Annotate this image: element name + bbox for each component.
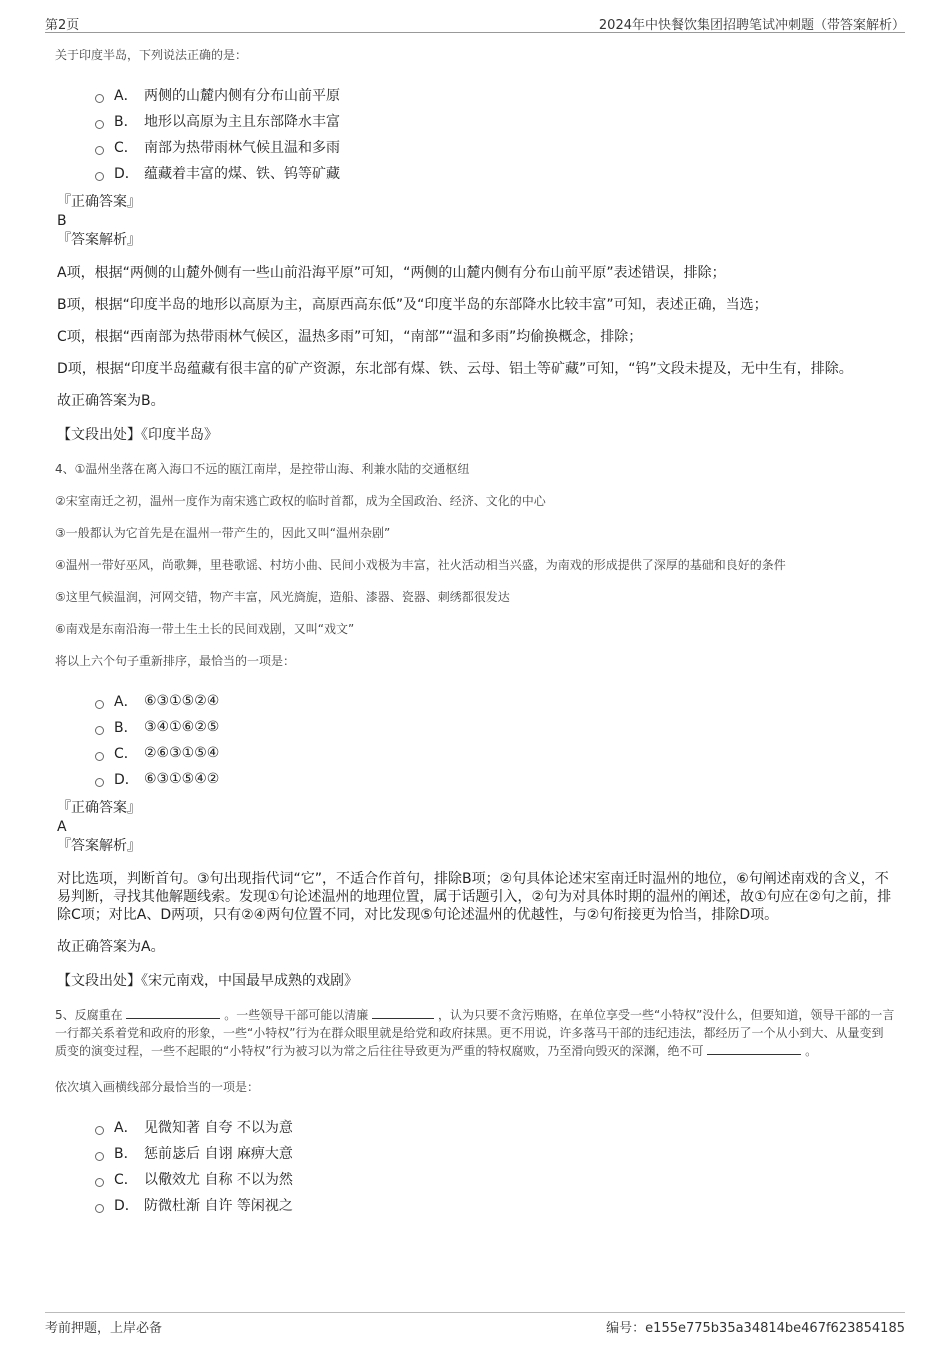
options-list xyxy=(95,1114,895,1218)
radio-icon[interactable] xyxy=(95,120,104,129)
radio-icon[interactable] xyxy=(95,700,104,709)
option-d[interactable]: D． ⑥③①⑤④② xyxy=(95,766,895,792)
options-list xyxy=(95,82,895,186)
page-footer xyxy=(45,1312,905,1335)
document-id: 编号：e155e775b35a34814be467f623854185 xyxy=(606,1321,905,1336)
radio-icon[interactable] xyxy=(95,1178,104,1187)
question-3 xyxy=(55,46,895,444)
page-header xyxy=(45,12,905,33)
question-5 xyxy=(55,1006,895,1218)
radio-icon[interactable] xyxy=(95,1152,104,1161)
radio-icon[interactable] xyxy=(95,1126,104,1135)
radio-icon[interactable] xyxy=(95,778,104,787)
option-a[interactable]: A． ⑥③①⑤②④ xyxy=(95,688,895,714)
sentence-line: ⑥南戏是东南沿海一带土生土长的民间戏剧，又叫“戏文” xyxy=(55,622,355,636)
analysis-label: 『答案解析』 xyxy=(57,838,141,854)
source-citation: 【文段出处】《印度半岛》 xyxy=(57,427,218,443)
options-list xyxy=(95,688,895,792)
fill-blank-2[interactable] xyxy=(372,1006,434,1019)
option-b[interactable]: B． 地形以高原为主且东部降水丰富 xyxy=(95,108,895,134)
fill-blank-1[interactable] xyxy=(126,1006,220,1019)
analysis-paragraph: D项，根据“印度半岛蕴藏有很丰富的矿产资源，东北部有煤、铁、云母、铝土等矿藏”可知，“钨”文段未提及，无中生有，排除。 xyxy=(57,361,853,377)
analysis-conclusion: 故正确答案为A。 xyxy=(57,939,165,955)
document-body xyxy=(55,46,895,1224)
analysis-paragraph: C项，根据“西南部为热带雨林气候区，温热多雨”可知，“南部”“温和多雨”均偷换概念，排除； xyxy=(57,329,643,345)
source-citation: 【文段出处】《宋元南戏，中国最早成熟的戏剧》 xyxy=(57,973,358,989)
fill-blank-3[interactable] xyxy=(707,1042,801,1055)
footer-slogan: 考前押题，上岸必备 xyxy=(45,1321,163,1336)
question-4 xyxy=(55,460,895,990)
option-c[interactable]: C． ②⑥③①⑤④ xyxy=(95,740,895,766)
question-stem: 5、反腐重在 。一些领导干部可能以清廉 ，认为只要不贪污贿赂，在单位享受一些“小特权”没什么，但要知道，领导干部的一言一行都关系着党和政府的形象，一些“小特权”行为在群众眼里就是给党和政府抹黑。更不用说，许多落马干部的违纪违法，都经历了一个从小到大、从量变到质变的演变过程，一些不起眼的“小特权”行为被习以为常之后往往导致更为严重的特权腐败，乃至滑向毁灭的深渊，绝不可 。 xyxy=(55,1008,895,1058)
option-d[interactable]: D． 蕴藏着丰富的煤、铁、钨等矿藏 xyxy=(95,160,895,186)
option-b[interactable]: B． 惩前毖后 自诩 麻痹大意 xyxy=(95,1140,895,1166)
answer-label: 『正确答案』 xyxy=(57,800,141,816)
page-number: 第2页 xyxy=(45,18,80,33)
sentence-line: ⑤这里气候温润，河网交错，物产丰富，风光旖旎，造船、漆器、瓷器、刺绣都很发达 xyxy=(55,590,510,604)
analysis-conclusion: 故正确答案为B。 xyxy=(57,393,165,409)
answer-value: A xyxy=(57,819,67,835)
radio-icon[interactable] xyxy=(95,146,104,155)
radio-icon[interactable] xyxy=(95,172,104,181)
radio-icon[interactable] xyxy=(95,1204,104,1213)
radio-icon[interactable] xyxy=(95,752,104,761)
sentence-line: ②宋室南迁之初，温州一度作为南宋逃亡政权的临时首都，成为全国政治、经济、文化的中心 xyxy=(55,494,546,508)
answer-label: 『正确答案』 xyxy=(57,194,141,210)
option-a[interactable]: A． 见微知著 自夸 不以为意 xyxy=(95,1114,895,1140)
answer-value: B xyxy=(57,213,67,229)
analysis-paragraph: A项，根据“两侧的山麓外侧有一些山前沿海平原”可知，“两侧的山麓内侧有分布山前平原”表述错误，排除； xyxy=(57,265,726,281)
option-a[interactable]: A． 两侧的山麓内侧有分布山前平原 xyxy=(95,82,895,108)
radio-icon[interactable] xyxy=(95,94,104,103)
option-c[interactable]: C． 南部为热带雨林气候且温和多雨 xyxy=(95,134,895,160)
sentence-line: 4、①温州坐落在离入海口不远的瓯江南岸，是控带山海、利兼水陆的交通枢纽 xyxy=(55,462,470,476)
sentence-line: ③一般都认为它首先是在温州一带产生的，因此又叫“温州杂剧” xyxy=(55,526,391,540)
analysis-paragraph: 对比选项，判断首句。③句出现指代词“它”，不适合作首句，排除B项；②句具体论述宋室南迁时温州的地位，⑥句阐述南戏的含义，不易判断，寻找其他解题线索。发现①句论述温州的地理位置，属于话题引入，②句为对具体时期的温州的阐述，故①句应在②句之前，排除C项；对比A、D两项，只有②④两句位置不同，对比发现⑤句论述温州的优越性，与②句衔接更为恰当，排除D项。 xyxy=(57,871,892,923)
option-d[interactable]: D． 防微杜渐 自许 等闲视之 xyxy=(95,1192,895,1218)
analysis-label: 『答案解析』 xyxy=(57,232,141,248)
radio-icon[interactable] xyxy=(95,726,104,735)
question-prompt: 将以上六个句子重新排序，最恰当的一项是： xyxy=(55,654,296,668)
analysis-paragraph: B项，根据“印度半岛的地形以高原为主，高原西高东低”及“印度半岛的东部降水比较丰富”可知，表述正确，当选； xyxy=(57,297,768,313)
document-title: 2024年中快餐饮集团招聘笔试冲刺题（带答案解析） xyxy=(598,18,905,33)
sentence-line: ④温州一带好巫风，尚歌舞，里巷歌谣、村坊小曲、民间小戏极为丰富，社火活动相当兴盛，为南戏的形成提供了深厚的基础和良好的条件 xyxy=(55,558,786,572)
option-c[interactable]: C． 以儆效尤 自称 不以为然 xyxy=(95,1166,895,1192)
question-stem: 关于印度半岛，下列说法正确的是： xyxy=(55,48,248,62)
question-prompt: 依次填入画横线部分最恰当的一项是： xyxy=(55,1080,260,1094)
option-b[interactable]: B． ③④①⑥②⑤ xyxy=(95,714,895,740)
